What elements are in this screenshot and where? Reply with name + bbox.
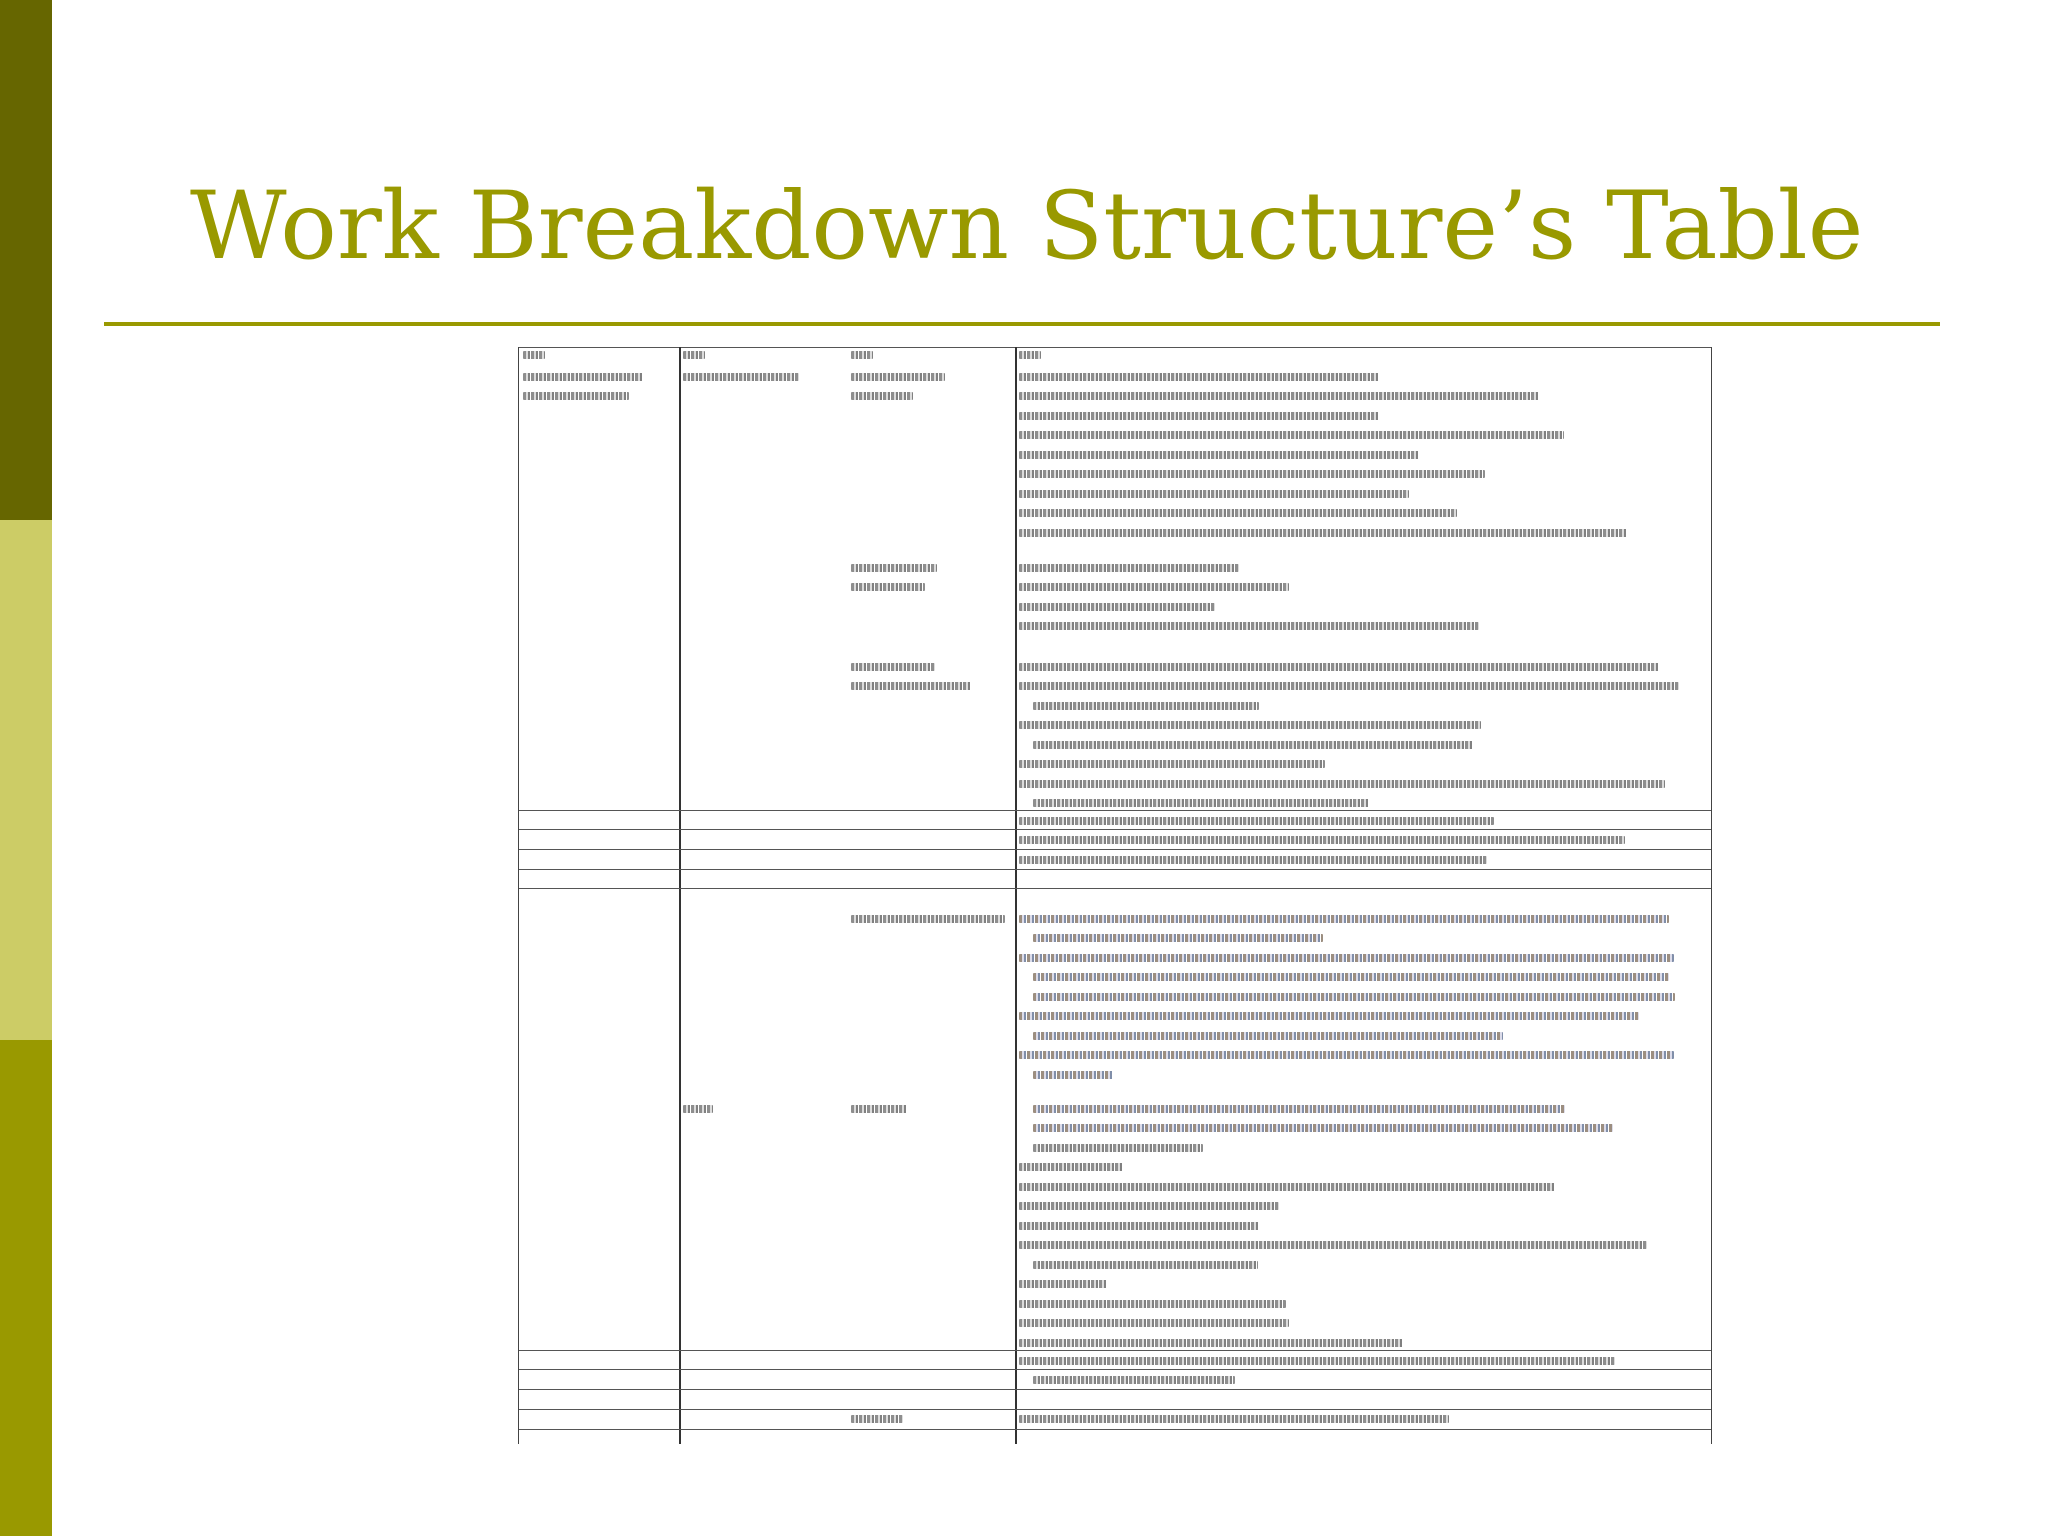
table-row-divider bbox=[519, 1389, 1711, 1390]
cell-level-4-g bbox=[1019, 909, 1707, 1085]
title-underline bbox=[104, 322, 1940, 326]
cell-level-4-b bbox=[1019, 558, 1707, 636]
wbs-table-image bbox=[518, 347, 1712, 1444]
header-level-1 bbox=[523, 351, 545, 365]
cell-level-4-a bbox=[1019, 367, 1707, 543]
cell-level-3-c bbox=[851, 657, 971, 696]
cell-level-1 bbox=[523, 367, 643, 406]
header-level-3 bbox=[851, 351, 873, 365]
table-row-divider bbox=[519, 869, 1711, 870]
cell-level-4-c bbox=[1019, 657, 1707, 813]
table-top-border bbox=[519, 347, 1711, 348]
slide-title: Work Breakdown Structure’s Table bbox=[190, 172, 1864, 281]
table-row-divider bbox=[519, 1369, 1711, 1370]
cell-level-4-e bbox=[1019, 830, 1707, 850]
column-divider-1 bbox=[679, 347, 681, 1444]
cell-level-4-f bbox=[1019, 850, 1707, 870]
cell-level-2 bbox=[683, 367, 799, 387]
column-divider-3 bbox=[1015, 347, 1017, 1444]
header-level-4 bbox=[1019, 351, 1041, 365]
cell-level-4-d bbox=[1019, 811, 1707, 831]
cell-level-3-h bbox=[851, 1099, 907, 1119]
cell-level-3-a bbox=[851, 367, 945, 406]
cell-level-4-h bbox=[1019, 1099, 1707, 1353]
cell-level-2-h bbox=[683, 1099, 713, 1119]
cell-level-4-j bbox=[1019, 1409, 1707, 1429]
cell-level-3-j bbox=[851, 1409, 903, 1429]
table-row-divider bbox=[519, 888, 1711, 889]
accent-bar-top bbox=[0, 0, 52, 520]
cell-level-3-g bbox=[851, 909, 1005, 929]
accent-bar-bottom bbox=[0, 1040, 52, 1536]
table-bottom-border bbox=[519, 1429, 1711, 1430]
header-level-2 bbox=[683, 351, 705, 365]
cell-level-4-i bbox=[1019, 1351, 1707, 1390]
cell-level-3-b bbox=[851, 558, 937, 597]
accent-bar-middle bbox=[0, 520, 52, 1040]
